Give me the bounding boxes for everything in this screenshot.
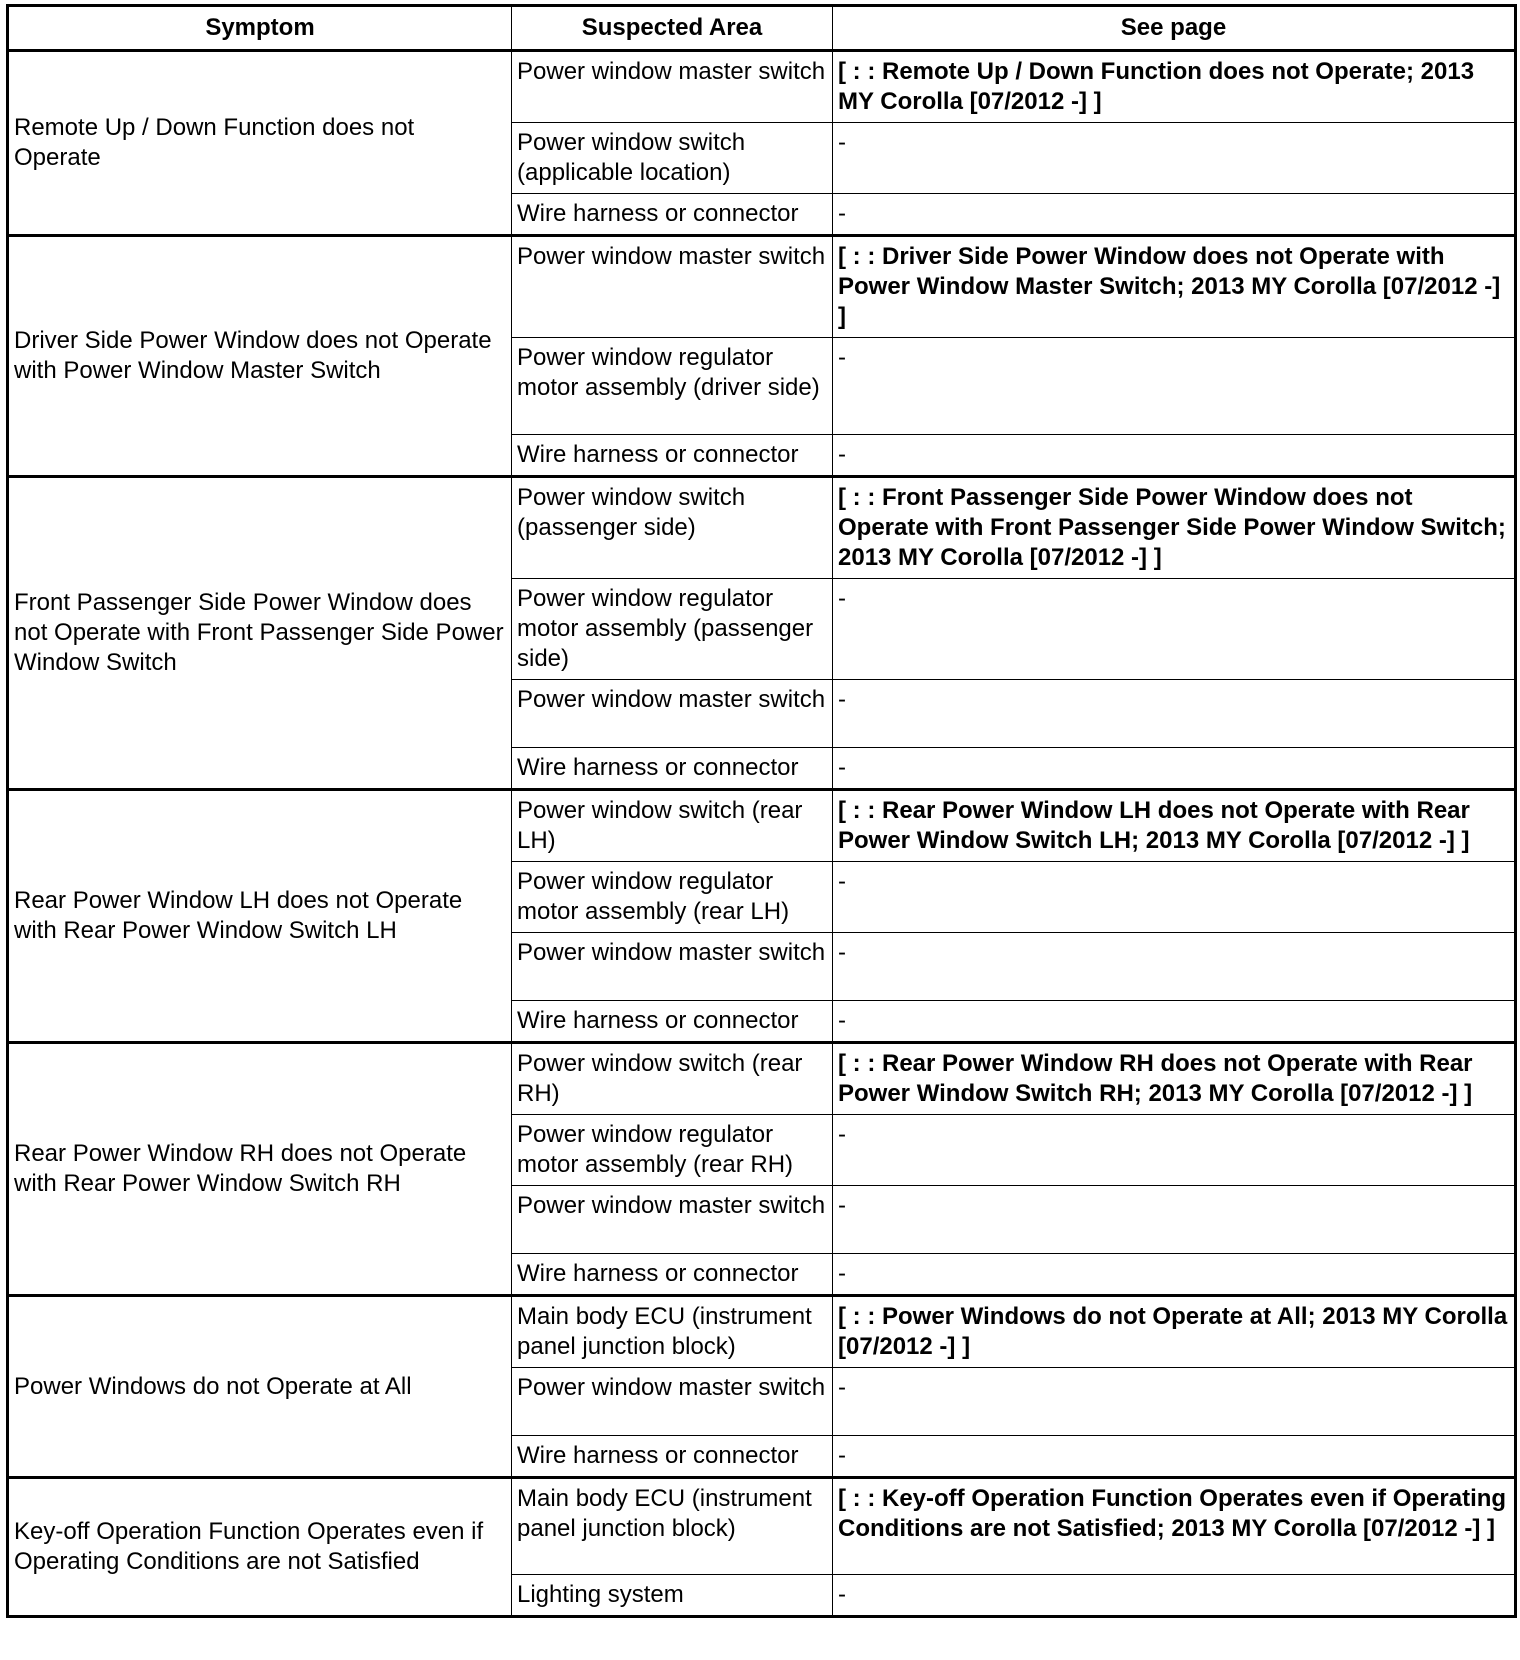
- see-page-link[interactable]: [ : : Remote Up / Down Function does not Operate; 2013 MY Corolla [07/2012 -] ]: [833, 51, 1516, 123]
- symptom-cell: Rear Power Window LH does not Operate with Rear Power Window Switch LH: [8, 790, 512, 1043]
- symptom-cell: Key-off Operation Function Operates even if Operating Conditions are not Satisfied: [8, 1478, 512, 1617]
- see-page-cell: -: [833, 1575, 1516, 1617]
- suspected-area-cell: Main body ECU (instrument panel junction block): [512, 1478, 833, 1575]
- table-row: [8, 51, 1516, 123]
- suspected-area-cell: Power window master switch: [512, 1186, 833, 1254]
- problem-symptoms-table-container: [6, 4, 1514, 1618]
- see-page-link[interactable]: [ : : Front Passenger Side Power Window does not Operate with Front Passenger Side Power Window Switch; 2013 MY Corolla [07/2012 -] ]: [833, 477, 1516, 579]
- suspected-area-cell: Power window switch (applicable location): [512, 123, 833, 194]
- symptom-cell: Rear Power Window RH does not Operate with Rear Power Window Switch RH: [8, 1043, 512, 1296]
- see-page-link[interactable]: [ : : Rear Power Window RH does not Operate with Rear Power Window Switch RH; 2013 MY Corolla [07/2012 -] ]: [833, 1043, 1516, 1115]
- see-page-link[interactable]: [ : : Power Windows do not Operate at All; 2013 MY Corolla [07/2012 -] ]: [833, 1296, 1516, 1368]
- see-page-cell: -: [833, 1115, 1516, 1186]
- header-see-page: See page: [833, 6, 1516, 51]
- table-row: [8, 1296, 1516, 1368]
- see-page-cell: -: [833, 1001, 1516, 1043]
- suspected-area-cell: Power window switch (passenger side): [512, 477, 833, 579]
- see-page-cell: -: [833, 862, 1516, 933]
- see-page-link[interactable]: [ : : Rear Power Window LH does not Operate with Rear Power Window Switch LH; 2013 MY Corolla [07/2012 -] ]: [833, 790, 1516, 862]
- suspected-area-cell: Power window master switch: [512, 1368, 833, 1436]
- see-page-cell: -: [833, 1368, 1516, 1436]
- see-page-cell: -: [833, 680, 1516, 748]
- suspected-area-cell: Power window switch (rear RH): [512, 1043, 833, 1115]
- symptom-cell: Remote Up / Down Function does not Operate: [8, 51, 512, 236]
- table-row: [8, 1478, 1516, 1575]
- suspected-area-cell: Power window master switch: [512, 51, 833, 123]
- header-symptom: Symptom: [8, 6, 512, 51]
- see-page-cell: -: [833, 123, 1516, 194]
- suspected-area-cell: Power window regulator motor assembly (passenger side): [512, 579, 833, 680]
- table-row: [8, 790, 1516, 862]
- suspected-area-cell: Power window master switch: [512, 680, 833, 748]
- symptom-cell: Driver Side Power Window does not Operate with Power Window Master Switch: [8, 236, 512, 477]
- suspected-area-cell: Power window master switch: [512, 933, 833, 1001]
- see-page-cell: -: [833, 194, 1516, 236]
- table-row: [8, 236, 1516, 338]
- see-page-cell: -: [833, 1436, 1516, 1478]
- table-row: [8, 1043, 1516, 1115]
- suspected-area-cell: Lighting system: [512, 1575, 833, 1617]
- suspected-area-cell: Wire harness or connector: [512, 194, 833, 236]
- header-row: [8, 6, 1516, 51]
- suspected-area-cell: Power window regulator motor assembly (rear LH): [512, 862, 833, 933]
- see-page-cell: -: [833, 933, 1516, 1001]
- suspected-area-cell: Power window switch (rear LH): [512, 790, 833, 862]
- see-page-cell: -: [833, 1254, 1516, 1296]
- see-page-cell: -: [833, 435, 1516, 477]
- see-page-cell: -: [833, 579, 1516, 680]
- table-row: [8, 477, 1516, 579]
- see-page-cell: -: [833, 338, 1516, 435]
- header-suspected-area: Suspected Area: [512, 6, 833, 51]
- see-page-cell: -: [833, 748, 1516, 790]
- suspected-area-cell: Power window regulator motor assembly (rear RH): [512, 1115, 833, 1186]
- suspected-area-cell: Wire harness or connector: [512, 1001, 833, 1043]
- symptom-cell: Power Windows do not Operate at All: [8, 1296, 512, 1478]
- suspected-area-cell: Wire harness or connector: [512, 435, 833, 477]
- problem-symptoms-table: [6, 4, 1517, 1618]
- suspected-area-cell: Wire harness or connector: [512, 1436, 833, 1478]
- suspected-area-cell: Power window regulator motor assembly (driver side): [512, 338, 833, 435]
- suspected-area-cell: Main body ECU (instrument panel junction block): [512, 1296, 833, 1368]
- suspected-area-cell: Power window master switch: [512, 236, 833, 338]
- see-page-link[interactable]: [ : : Driver Side Power Window does not Operate with Power Window Master Switch; 2013 MY Corolla [07/2012 -] ]: [833, 236, 1516, 338]
- see-page-cell: -: [833, 1186, 1516, 1254]
- suspected-area-cell: Wire harness or connector: [512, 748, 833, 790]
- see-page-link[interactable]: [ : : Key-off Operation Function Operates even if Operating Conditions are not Satisfied; 2013 MY Corolla [07/2012 -] ]: [833, 1478, 1516, 1575]
- symptom-cell: Front Passenger Side Power Window does not Operate with Front Passenger Side Power Window Switch: [8, 477, 512, 790]
- suspected-area-cell: Wire harness or connector: [512, 1254, 833, 1296]
